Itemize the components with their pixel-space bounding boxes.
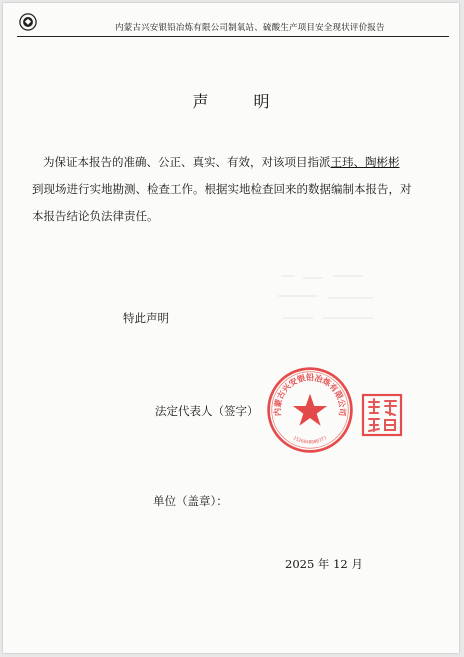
paragraph-line-3: 本报告结论负法律责任。 [32,209,159,223]
document-page [3,3,459,653]
company-seal-stamp [265,365,355,455]
paragraph-text: 为保证本报告的准确、公正、真实、有效，对该项目指派 [43,155,331,169]
unit-seal-label: 单位（盖章）： [153,494,228,508]
company-logo-icon [19,13,37,31]
paragraph-line-1 [43,149,431,176]
header-divider [17,36,449,37]
svg-text:1526040000777 [292,435,328,445]
report-header: 内蒙古兴安银铅冶炼有限公司制氧站、硫酸生产项目安全现状评价报告 [115,23,385,33]
seal-number: 1526040000777 [292,436,328,446]
declaration-date: 2025 年 12 月 [285,557,363,571]
assigned-personnel: 王玮、陶彬彬 [330,155,400,169]
bleed-through-marks [273,268,383,328]
declaration-paragraph [32,149,431,230]
paragraph-line-2: 到现场进行实地勘测、检查工作。根据实地检查回来的数据编制本报告，对 [32,182,412,196]
seal-ring-text: 内蒙古兴安银铅冶炼有限公司 [272,372,348,417]
legal-representative-label: 法定代表人（签字） [155,404,259,418]
page-title: 声 明 [192,92,290,111]
special-statement: 特此声明 [123,311,169,325]
signature-stamp [361,393,403,437]
